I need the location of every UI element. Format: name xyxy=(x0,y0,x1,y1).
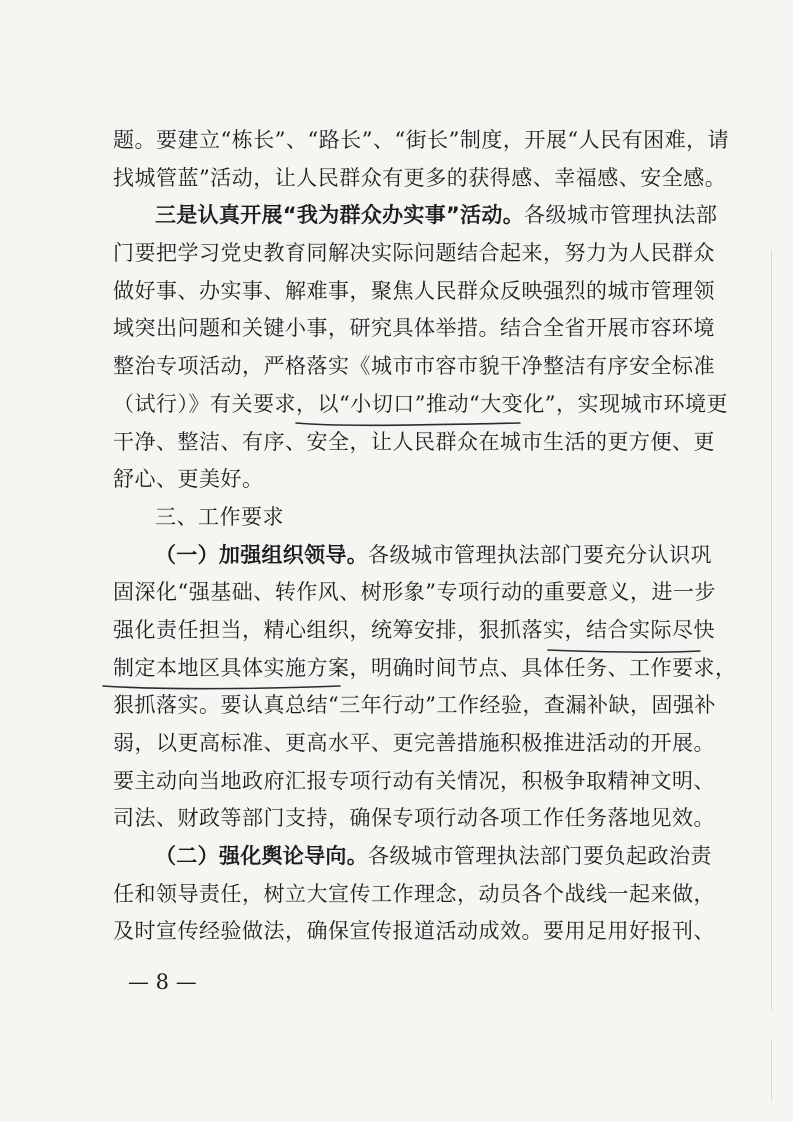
body-line xyxy=(113,197,718,235)
section-heading: 三、工作要求 xyxy=(155,504,284,529)
body-line: （试行）》有关要求，以“小切口”推动“大变化”，实现城市环境更 xyxy=(113,391,728,416)
body-text: 各级城市管理执法部门要负起政治责 xyxy=(368,844,712,869)
body-line xyxy=(113,838,712,876)
body-line: 强化责任担当，精心组织，统筹安排，狠抓落实，结合实际尽快 xyxy=(113,617,715,642)
body-line: 舒心、更美好。 xyxy=(113,467,264,492)
bold-lead: （二）强化舆论导向。 xyxy=(155,844,368,869)
document-body xyxy=(113,122,737,951)
body-line: 制定本地区具体实施方案，明确时间节点、具体任务、工作要求， xyxy=(113,655,737,680)
body-line: 弱，以更高标准、更高水平、更完善措施积极推进活动的开展。 xyxy=(113,731,715,755)
body-line: 任和领导责任，树立大宣传工作理念，动员各个战线一起来做， xyxy=(113,881,715,906)
body-line: 固深化“强基础、转作风、树形象”专项行动的重要意义，进一步 xyxy=(113,580,716,605)
body-line: 门要把学习党史教育同解决实际问题结合起来，努力为人民群众 xyxy=(113,241,715,266)
body-text: 各级城市管理执法部 xyxy=(524,203,718,228)
body-text: 各级城市管理执法部门要充分认识巩 xyxy=(368,542,712,567)
body-line: 整治专项活动，严格落实《城市市容市貌干净整洁有序安全标准 xyxy=(113,354,715,379)
scan-edge-right xyxy=(771,250,772,1010)
body-line: 找城管蓝”活动，让人民群众有更多的获得感、幸福感、安全感。 xyxy=(113,165,727,190)
body-line xyxy=(113,537,712,575)
body-line: 及时宣传经验做法，确保宣传报道活动成效。要用足用好报刊、 xyxy=(113,919,715,944)
bold-lead: 三是认真开展“我为群众办实事”活动。 xyxy=(155,203,525,228)
body-line: 做好事、办实事、解难事，聚焦人民群众反映强烈的城市管理领 xyxy=(113,278,715,303)
scan-edge-right-low xyxy=(771,1040,772,1100)
body-line: 狠抓落实。要认真总结“三年行动”工作经验，查漏补缺，固强补 xyxy=(113,693,716,718)
body-line: 干净、整洁、有序、安全，让人民群众在城市生活的更方便、更 xyxy=(113,429,715,454)
bold-lead: （一）加强组织领导。 xyxy=(155,542,368,567)
body-line: 题。要建立“栋长”、“路长”、“街长”制度，开展“人民有困难，请 xyxy=(113,128,730,152)
body-line: 域突出问题和关键小事，研究具体举措。结合全省开展市容环境 xyxy=(113,316,715,341)
page-number: — 8 — xyxy=(128,970,197,994)
body-line: 司法、财政等部门支持，确保专项行动各项工作任务落地见效。 xyxy=(113,806,715,831)
body-line: 要主动向当地政府汇报专项行动有关情况，积极争取精神文明、 xyxy=(113,768,715,793)
